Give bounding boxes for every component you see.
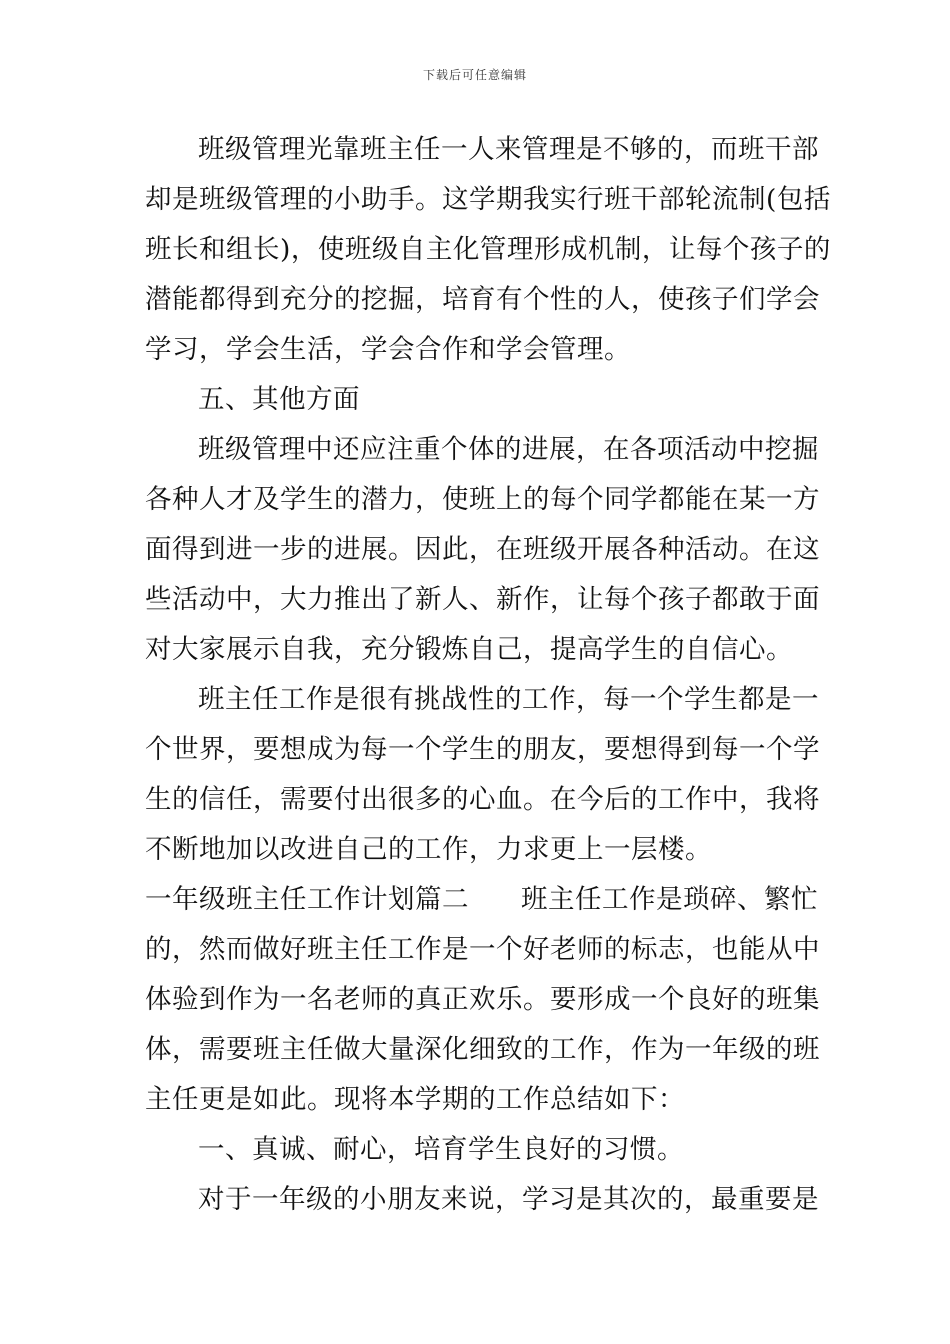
text-line: 个世界，要想成为每一个学生的朋友，要想得到每一个学 xyxy=(145,734,820,765)
section-heading: 五、其他方面 xyxy=(198,384,360,415)
document-body xyxy=(145,125,831,1225)
text-line xyxy=(145,875,818,925)
text-line: 班长和组长)，使班级自主化管理形成机制，让每个孩子的 xyxy=(145,234,831,265)
text-line: 的，然而做好班主任工作是一个好老师的标志，也能从中 xyxy=(145,934,820,965)
text-line: 潜能都得到充分的挖掘，培育有个性的人，使孩子们学会 xyxy=(145,284,820,315)
article-title: 一年级班主任工作计划篇二 xyxy=(145,884,469,915)
text-line: 体，需要班主任做大量深化细致的工作，作为一年级的班 xyxy=(145,1034,820,1065)
text-line: 学习，学会生活，学会合作和学会管理。 xyxy=(145,334,631,365)
text-line: 面得到进一步的进展。因此，在班级开展各种活动。在这 xyxy=(145,534,820,565)
text-line: 些活动中，大力推出了新人、新作，让每个孩子都敢于面 xyxy=(145,584,820,615)
text-line: 生的信任，需要付出很多的心血。在今后的工作中，我将 xyxy=(145,784,820,815)
text-line: 班级管理光靠班主任一人来管理是不够的，而班干部 xyxy=(198,134,819,165)
text-line: 体验到作为一名老师的真正欢乐。要形成一个良好的班集 xyxy=(145,984,820,1015)
text-line: 对于一年级的小朋友来说，学习是其次的，最重要是 xyxy=(198,1184,819,1215)
text-line: 班主任工作是琐碎、繁忙 xyxy=(521,884,818,915)
text-line: 各种人才及学生的潜力，使班上的每个同学都能在某一方 xyxy=(145,484,820,515)
section-heading: 一、真诚、耐心，培育学生良好的习惯。 xyxy=(198,1134,684,1165)
text-line: 班主任工作是很有挑战性的工作，每一个学生都是一 xyxy=(198,684,819,715)
text-line: 班级管理中还应注重个体的进展，在各项活动中挖掘 xyxy=(198,434,819,465)
text-line: 对大家展示自我，充分锻炼自己，提高学生的自信心。 xyxy=(145,634,793,665)
text-line: 却是班级管理的小助手。这学期我实行班干部轮流制(包括 xyxy=(145,184,831,215)
text-line: 不断地加以改进自己的工作，力求更上一层楼。 xyxy=(145,834,712,865)
header-note: 下载后可任意编辑 xyxy=(422,68,527,82)
text-line: 主任更是如此。现将本学期的工作总结如下： xyxy=(145,1084,685,1115)
